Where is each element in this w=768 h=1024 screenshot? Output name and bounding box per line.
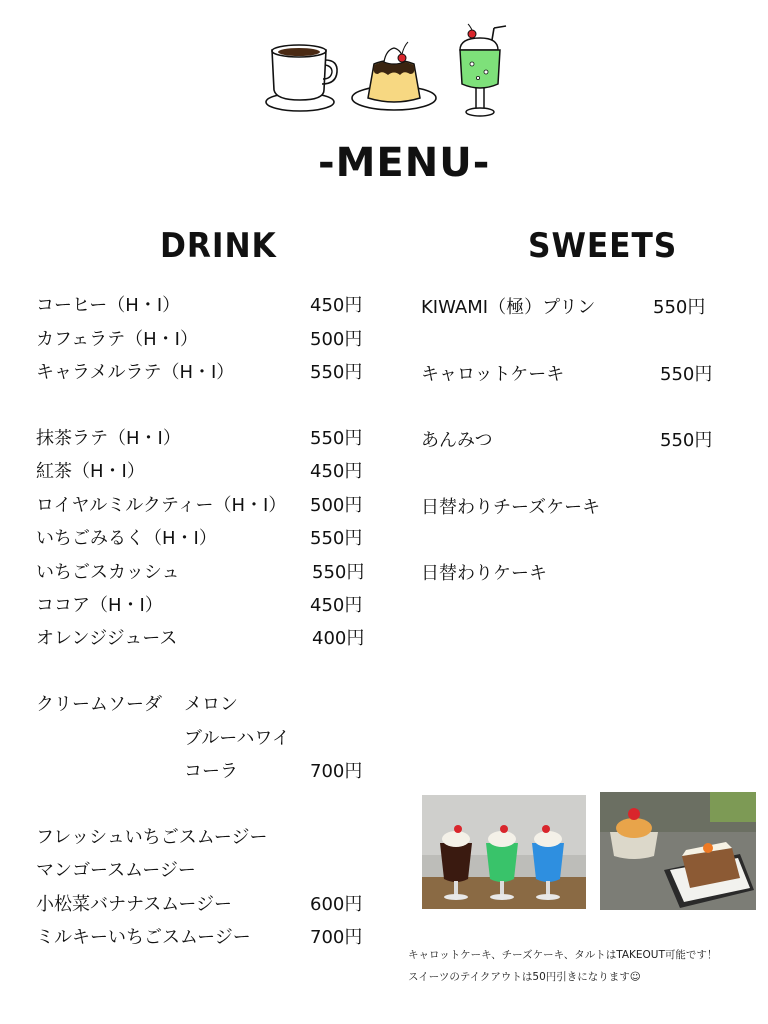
drink-heading: DRINK (160, 226, 277, 266)
drink-item-name: 紅茶（H・I） (36, 461, 145, 482)
drink-item-name: 抹茶ラテ（H・I） (36, 428, 181, 449)
drink-item-name: ココア（H・I） (36, 595, 163, 616)
smoothie-item-name: マンゴースムージー (36, 860, 196, 881)
drink-item-price: 450円 (310, 461, 363, 482)
cream-soda-flavor: コーラ (184, 761, 238, 782)
drink-item-name: カフェラテ（H・I） (36, 329, 198, 350)
drink-item-name: いちごスカッシュ (36, 562, 180, 583)
sweets-item-price: 550円 (653, 297, 706, 318)
sweets-item-name: 日替わりチーズケーキ (421, 497, 601, 518)
takeout-note: キャロットケーキ、チーズケーキ、タルトはTAKEOUT可能です！ (408, 949, 718, 961)
sweets-item-price: 550円 (660, 430, 713, 451)
drink-item-price: 550円 (310, 428, 363, 449)
cream-soda-flavor: ブルーハワイ (184, 728, 290, 749)
cream-soda-label: クリームソーダ (36, 694, 162, 715)
coffee-cup-icon (262, 38, 342, 118)
pudding-icon (350, 38, 440, 118)
sweets-item-name: あんみつ (421, 430, 493, 451)
sweets-item-name: キャロットケーキ (421, 364, 565, 385)
drink-item-price: 400円 (312, 628, 365, 649)
smoothie-item-name: フレッシュいちごスムージー (36, 827, 268, 848)
smoothie-item-price: 700円 (310, 927, 363, 948)
drink-item-name: オレンジジュース (36, 628, 178, 649)
sweets-heading: SWEETS (528, 226, 678, 266)
cream-soda-icon (452, 22, 512, 122)
drink-item-price: 500円 (310, 329, 363, 350)
cream-soda-price: 700円 (310, 761, 363, 782)
drink-item-price: 550円 (312, 562, 365, 583)
drink-item-price: 450円 (310, 595, 363, 616)
cream-soda-photo (422, 795, 586, 909)
header-illustrations (262, 22, 512, 122)
takeout-discount-note: スイーツのテイクアウトは50円引きになります☺ (408, 971, 641, 983)
drink-item-name: ロイヤルミルクティー（H・I） (36, 495, 287, 516)
smoothie-item-name: ミルキーいちごスムージー (36, 927, 251, 948)
drink-item-price: 450円 (310, 295, 363, 316)
drink-item-price: 550円 (310, 362, 363, 383)
smoothie-item-name: 小松菜バナナスムージー (36, 894, 233, 915)
drink-item-name: キャラメルラテ（H・I） (36, 362, 235, 383)
cakes-photo (600, 792, 756, 910)
drink-item-name: コーヒー（H・I） (36, 295, 181, 316)
smoothie-item-price: 600円 (310, 894, 363, 915)
sweets-item-price: 550円 (660, 364, 713, 385)
menu-title: -MENU- (318, 140, 491, 186)
sweets-item-name: 日替わりケーキ (421, 563, 547, 584)
sweets-item-name: KIWAMI（極）プリン (421, 297, 596, 318)
drink-item-price: 500円 (310, 495, 363, 516)
drink-item-name: いちごみるく（H・I） (36, 528, 217, 549)
drink-item-price: 550円 (310, 528, 363, 549)
cream-soda-flavor: メロン (184, 694, 238, 715)
